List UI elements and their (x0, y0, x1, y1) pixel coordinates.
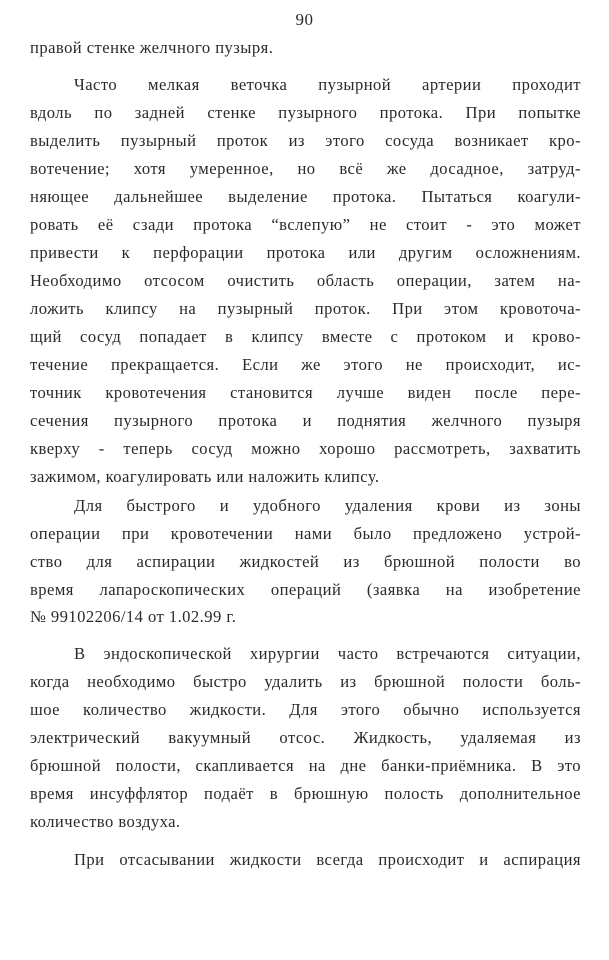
text-line: выделить пузырный проток из этого сосуда возникает кро- (30, 131, 581, 150)
text-line: количество воздуха. (30, 812, 181, 831)
text-line: кверху - теперь сосуд можно хорошо рассмотреть, захватить (30, 439, 581, 458)
text-line: В эндоскопической хирургии часто встречаются ситуации, (74, 644, 581, 663)
text-line: сечения пузырного протока и поднятия желчного пузыря (30, 411, 581, 430)
text-line: время лапароскопических операций (заявка на изобретение (30, 580, 581, 599)
text-line: время инсуффлятор подаёт в брюшную полость дополнительное (30, 784, 581, 803)
text-line: электрический вакуумный отсос. Жидкость, удаляемая из (30, 728, 581, 747)
text-line: ровать её сзади протока “вслепую” не стоит - это может (30, 215, 581, 234)
text-line: щий сосуд попадает в клипсу вместе с протоком и крово- (30, 327, 581, 346)
text-line: Для быстрого и удобного удаления крови из зоны (74, 496, 581, 515)
text-line: правой стенке желчного пузыря. (30, 38, 274, 57)
text-line: № 99102206/14 от 1.02.99 г. (30, 607, 237, 626)
text-line: точник кровотечения становится лучше виден после пере- (30, 383, 581, 402)
text-line: зажимом, коагулировать или наложить клипсу. (30, 467, 380, 486)
text-line: вотечение; хотя умеренное, но всё же досадное, затруд- (30, 159, 581, 178)
text-line: привести к перфорации протока или другим осложнениям. (30, 243, 581, 262)
text-line: Необходимо отсосом очистить область операции, затем на- (30, 271, 581, 290)
text-line: течение прекращается. Если же этого не происходит, ис- (30, 355, 581, 374)
text-line: брюшной полости, скапливается на дне банки-приёмника. В это (30, 756, 581, 775)
text-line: вдоль по задней стенке пузырного протока. При попытке (30, 103, 581, 122)
text-line: шое количество жидкости. Для этого обычно используется (30, 700, 581, 719)
text-line: При отсасывании жидкости всегда происходит и аспирация (74, 850, 581, 869)
text-line: Часто мелкая веточка пузырной артерии проходит (74, 75, 581, 94)
text-line: ложить клипсу на пузырный проток. При этом кровоточа- (30, 299, 581, 318)
text-line: няющее дальнейшее выделение протока. Пытаться коагули- (30, 187, 581, 206)
text-line: операции при кровотечении нами было предложено устрой- (30, 524, 581, 543)
page-number: 90 (295, 10, 314, 29)
text-line: ство для аспирации жидкостей из брюшной полости во (30, 552, 581, 571)
text-line: когда необходимо быстро удалить из брюшной полости боль- (30, 672, 581, 691)
